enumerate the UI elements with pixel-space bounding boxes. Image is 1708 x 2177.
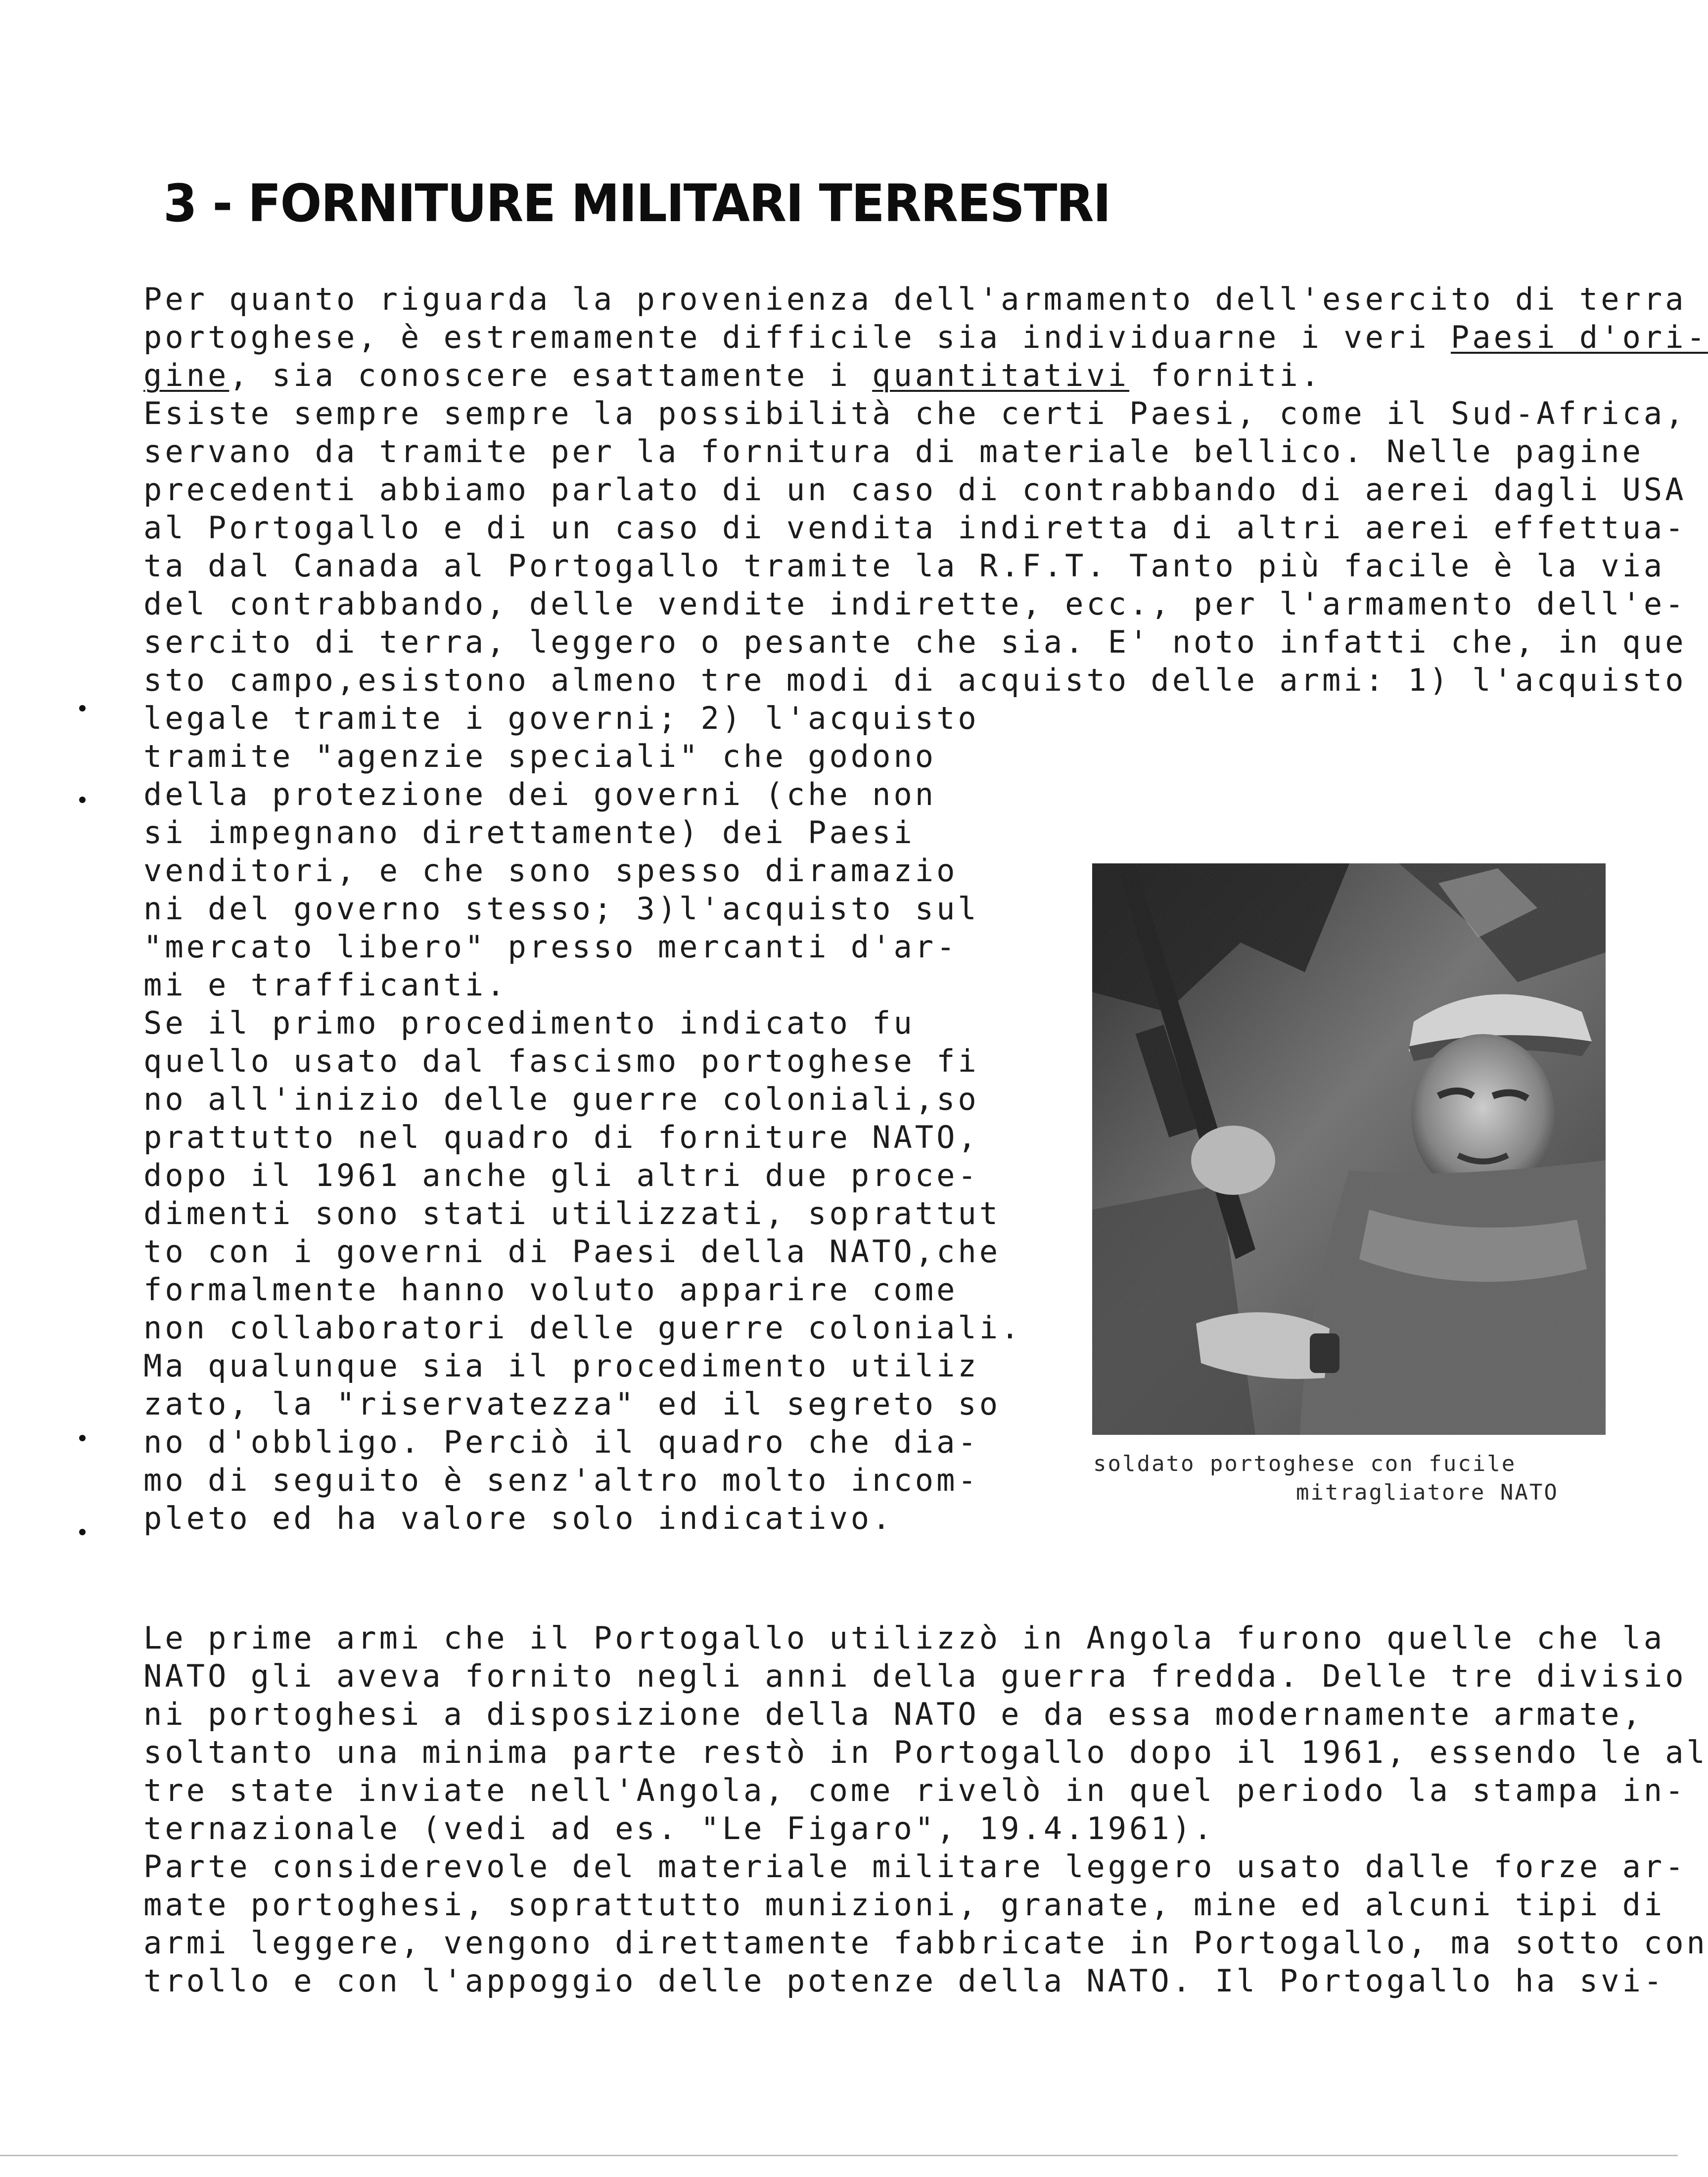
paragraph-nato-arms — [143, 1619, 1708, 2000]
text-line: non collaboratori delle guerre coloniali. — [143, 1310, 1022, 1346]
text-line — [143, 547, 1708, 585]
text-run: forniti. — [1129, 357, 1323, 393]
text-run: sto campo,esistono almeno tre modi di acquisto delle armi: 1) l'acquisto — [143, 662, 1687, 698]
text-line: no d'obbligo. Perciò il quadro che dia- — [143, 1424, 979, 1460]
section-title: 3 - FORNITURE MILITARI TERRESTRI — [163, 173, 1110, 234]
text-run: del contrabbando, delle vendite indirette, ecc., per l'armamento dell'e- — [143, 586, 1687, 622]
text-line: tre state inviate nell'Angola, come rivelò in quel periodo la stampa in- — [143, 1772, 1687, 1808]
margin-mark — [79, 797, 86, 803]
text-run: servano da tramite per la fornitura di materiale bellico. Nelle pagine — [143, 433, 1644, 470]
soldier-photo — [1092, 863, 1606, 1435]
paragraph-procurement-methods — [143, 699, 1022, 1537]
text-line — [143, 356, 1708, 394]
text-line: quello usato dal fascismo portoghese fi — [143, 1043, 979, 1079]
margin-mark — [79, 1435, 86, 1441]
text-run: Esiste sempre sempre la possibilità che certi Paesi, come il Sud-Africa, — [143, 395, 1687, 431]
page-bottom-rule — [0, 2155, 1678, 2156]
text-line: Ma qualunque sia il procedimento utiliz — [143, 1348, 979, 1384]
text-line: dimenti sono stati utilizzati, soprattut — [143, 1195, 1001, 1231]
text-line: della protezione dei governi (che non — [143, 776, 937, 812]
text-line — [143, 585, 1708, 623]
text-line: mate portoghesi, soprattutto munizioni, granate, mine ed alcuni tipi di — [143, 1887, 1665, 1923]
text-line: ternazionale (vedi ad es. "Le Figaro", 19.4.1961). — [143, 1810, 1215, 1846]
text-line: no all'inizio delle guerre coloniali,so — [143, 1081, 979, 1117]
text-line — [143, 623, 1708, 661]
text-run: ta dal Canada al Portogallo tramite la R.F.T. Tanto più facile è la via — [143, 548, 1665, 584]
soldier-photo-image — [1092, 863, 1606, 1435]
text-line: Le prime armi che il Portogallo utilizzò in Angola furono quelle che la — [143, 1620, 1665, 1656]
text-line — [143, 318, 1708, 356]
text-line: tramite "agenzie speciali" che godono — [143, 738, 937, 774]
text-line: mi e trafficanti. — [143, 967, 508, 1003]
text-line: NATO gli aveva fornito negli anni della guerra fredda. Delle tre divisio — [143, 1658, 1687, 1694]
underlined-text: Paesi d'ori- — [1450, 319, 1708, 355]
text-run: precedenti abbiamo parlato di un caso di contrabbando di aerei dagli USA — [143, 472, 1687, 508]
paragraph-intro — [143, 280, 1708, 699]
text-line: Se il primo procedimento indicato fu — [143, 1005, 915, 1041]
text-line: zato, la "riservatezza" ed il segreto so — [143, 1386, 1001, 1422]
text-line: armi leggere, vengono direttamente fabbricate in Portogallo, ma sotto con — [143, 1925, 1708, 1961]
caption-line: soldato portoghese con fucile — [1093, 1451, 1517, 1476]
text-run: , sia conoscere esattamente i — [229, 357, 873, 393]
text-line — [143, 280, 1708, 318]
text-line — [143, 509, 1708, 547]
text-line — [143, 394, 1708, 432]
text-line: formalmente hanno voluto apparire come — [143, 1272, 958, 1308]
text-run: al Portogallo e di un caso di vendita indiretta di altri aerei effettua- — [143, 510, 1687, 546]
caption-line: mitragliatore NATO — [1296, 1480, 1559, 1505]
text-line — [143, 661, 1708, 699]
text-line: pleto ed ha valore solo indicativo. — [143, 1500, 894, 1536]
underlined-text: quantitativi — [872, 357, 1130, 393]
margin-mark — [79, 1529, 86, 1535]
text-line: to con i governi di Paesi della NATO,che — [143, 1233, 1001, 1270]
text-line: trollo e con l'appoggio delle potenze della NATO. Il Portogallo ha svi- — [143, 1963, 1665, 1999]
underlined-text: gine — [143, 357, 230, 393]
text-run: portoghese, è estremamente difficile sia individuarne i veri — [143, 319, 1451, 355]
text-run: sercito di terra, leggero o pesante che sia. E' noto infatti che, in que — [143, 624, 1687, 660]
text-line: soltanto una minima parte restò in Portogallo dopo il 1961, essendo le al — [143, 1734, 1708, 1770]
text-line — [143, 471, 1708, 509]
margin-mark — [79, 705, 86, 711]
text-line: mo di seguito è senz'altro molto incom- — [143, 1462, 979, 1498]
text-line: ni portoghesi a disposizione della NATO e da essa modernamente armate, — [143, 1696, 1644, 1732]
text-line: Parte considerevole del materiale militare leggero usato dalle forze ar- — [143, 1848, 1687, 1885]
text-line: si impegnano direttamente) dei Paesi — [143, 814, 915, 851]
text-line: ni del governo stesso; 3)l'acquisto sul — [143, 891, 979, 927]
text-line: prattutto nel quadro di forniture NATO, — [143, 1119, 979, 1155]
text-line: legale tramite i governi; 2) l'acquisto — [143, 700, 979, 736]
text-run: Per quanto riguarda la provenienza dell'armamento dell'esercito di terra — [143, 281, 1687, 317]
photo-caption — [1093, 1450, 1617, 1507]
text-line: venditori, e che sono spesso diramazio — [143, 852, 958, 889]
text-line — [143, 432, 1708, 471]
text-line: dopo il 1961 anche gli altri due proce- — [143, 1157, 979, 1193]
text-line: "mercato libero" presso mercanti d'ar- — [143, 929, 958, 965]
